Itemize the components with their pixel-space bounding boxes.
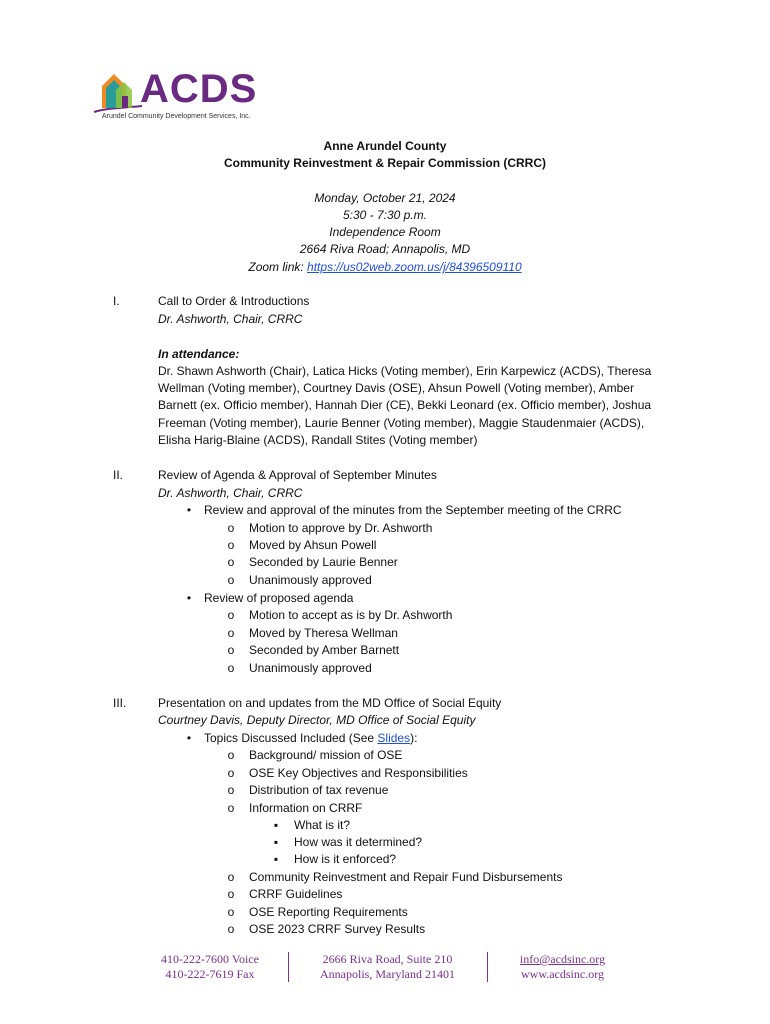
bullet-icon: • bbox=[186, 591, 192, 605]
circle-bullet-icon: o bbox=[227, 922, 235, 936]
section-3-presenter: Courtney Davis, Deputy Director, MD Office of Social Equity bbox=[158, 713, 476, 727]
section-2-presenter: Dr. Ashworth, Chair, CRRC bbox=[158, 486, 303, 500]
circle-bullet-icon: o bbox=[227, 887, 235, 901]
section-3-number: III. bbox=[113, 696, 127, 710]
email-link[interactable]: info@acdsinc.org bbox=[519, 952, 606, 966]
square-bullet-icon: ▪ bbox=[273, 818, 279, 832]
meeting-room: Independence Room bbox=[329, 225, 441, 239]
list-item: Community Reinvestment and Repair Fund Disbursements bbox=[249, 870, 563, 884]
section-2-title: Review of Agenda & Approval of September Minutes bbox=[158, 468, 437, 482]
attendance-line: Freeman (Voting member), Laurie Benner (Voting member), Maggie Staudenmaier (ACDS), bbox=[158, 416, 645, 430]
topics-label: Topics Discussed Included (See bbox=[204, 731, 378, 745]
houses-logo-icon bbox=[92, 68, 144, 114]
street-address: 2666 Riva Road, Suite 210 bbox=[322, 952, 453, 966]
section-3-title: Presentation on and updates from the MD Office of Social Equity bbox=[158, 696, 502, 710]
circle-bullet-icon: o bbox=[227, 573, 235, 587]
attendance-line: Barnett (ex. Officio member), Hannah Dier (CE), Bekki Leonard (ex. Officio member), Joshua bbox=[158, 398, 652, 412]
list-item: Review of proposed agenda bbox=[204, 591, 354, 605]
list-item: Background/ mission of OSE bbox=[249, 748, 403, 762]
list-item: Seconded by Laurie Benner bbox=[249, 555, 398, 569]
logo-tagline: Arundel Community Development Services, Inc. bbox=[102, 113, 251, 120]
topics-label-end: ): bbox=[410, 731, 418, 745]
list-item: Unanimously approved bbox=[249, 661, 372, 675]
footer-phones bbox=[140, 952, 280, 982]
circle-bullet-icon: o bbox=[227, 608, 235, 622]
list-item: Review and approval of the minutes from the September meeting of the CRRC bbox=[204, 503, 622, 517]
circle-bullet-icon: o bbox=[227, 870, 235, 884]
section-1-number: I. bbox=[113, 294, 120, 308]
circle-bullet-icon: o bbox=[227, 643, 235, 657]
attendance-label: In attendance: bbox=[158, 347, 240, 361]
list-item: How is it enforced? bbox=[294, 852, 397, 866]
bullet-icon: • bbox=[186, 503, 192, 517]
section-1-presenter: Dr. Ashworth, Chair, CRRC bbox=[158, 312, 303, 326]
list-item: Seconded by Amber Barnett bbox=[249, 643, 400, 657]
list-item: Motion to approve by Dr. Ashworth bbox=[249, 521, 433, 535]
attendance-line: Elisha Harig-Blaine (ACDS), Randall Stites (Voting member) bbox=[158, 433, 478, 447]
list-item: Moved by Ahsun Powell bbox=[249, 538, 377, 552]
commission-title: Community Reinvestment & Repair Commission (CRRC) bbox=[223, 156, 547, 170]
logo-wordmark: ACDS bbox=[140, 67, 258, 111]
attendance-line: Dr. Shawn Ashworth (Chair), Latica Hicks (Voting member), Erin Karpewicz (ACDS), Theresa bbox=[158, 364, 652, 378]
list-item: How was it determined? bbox=[294, 835, 423, 849]
list-item: Motion to accept as is by Dr. Ashworth bbox=[249, 608, 453, 622]
acds-logo bbox=[92, 66, 272, 126]
website-text: www.acdsinc.org bbox=[521, 967, 604, 981]
phone-voice: 410-222-7600 Voice bbox=[161, 952, 259, 966]
meeting-date: Monday, October 21, 2024 bbox=[314, 191, 456, 205]
meeting-time: 5:30 - 7:30 p.m. bbox=[342, 208, 428, 222]
footer-divider bbox=[487, 952, 488, 982]
city-address: Annapolis, Maryland 21401 bbox=[320, 967, 455, 981]
list-item: Unanimously approved bbox=[249, 573, 372, 587]
circle-bullet-icon: o bbox=[227, 626, 235, 640]
bullet-icon: • bbox=[186, 731, 192, 745]
circle-bullet-icon: o bbox=[227, 555, 235, 569]
zoom-line bbox=[0, 259, 770, 276]
footer-divider bbox=[288, 952, 289, 982]
list-item: OSE Reporting Requirements bbox=[249, 905, 408, 919]
list-item: OSE Key Objectives and Responsibilities bbox=[249, 766, 468, 780]
list-item bbox=[204, 730, 417, 747]
list-item: Distribution of tax revenue bbox=[249, 783, 389, 797]
circle-bullet-icon: o bbox=[227, 748, 235, 762]
circle-bullet-icon: o bbox=[227, 783, 235, 797]
zoom-label: Zoom link: bbox=[248, 260, 308, 274]
footer bbox=[0, 950, 770, 990]
circle-bullet-icon: o bbox=[227, 661, 235, 675]
phone-fax: 410-222-7619 Fax bbox=[165, 967, 255, 981]
county-title: Anne Arundel County bbox=[323, 139, 447, 153]
zoom-link[interactable]: https://us02web.zoom.us/j/84396509110 bbox=[307, 260, 522, 274]
square-bullet-icon: ▪ bbox=[273, 835, 279, 849]
slides-link[interactable]: Slides bbox=[377, 731, 411, 745]
section-2-number: II. bbox=[113, 468, 124, 482]
list-item: Moved by Theresa Wellman bbox=[249, 626, 398, 640]
circle-bullet-icon: o bbox=[227, 766, 235, 780]
list-item: CRRF Guidelines bbox=[249, 887, 343, 901]
meeting-address: 2664 Riva Road; Annapolis, MD bbox=[299, 242, 471, 256]
square-bullet-icon: ▪ bbox=[273, 852, 279, 866]
list-item: OSE 2023 CRRF Survey Results bbox=[249, 922, 426, 936]
circle-bullet-icon: o bbox=[227, 801, 235, 815]
footer-address bbox=[300, 952, 475, 982]
list-item: Information on CRRF bbox=[249, 801, 363, 815]
attendance-line: Wellman (Voting member), Courtney Davis (OSE), Ahsun Powell (Voting member), Amber bbox=[158, 381, 634, 395]
circle-bullet-icon: o bbox=[227, 538, 235, 552]
list-item: What is it? bbox=[294, 818, 351, 832]
circle-bullet-icon: o bbox=[227, 521, 235, 535]
circle-bullet-icon: o bbox=[227, 905, 235, 919]
footer-contact bbox=[500, 952, 625, 982]
section-1-title: Call to Order & Introductions bbox=[158, 294, 310, 308]
